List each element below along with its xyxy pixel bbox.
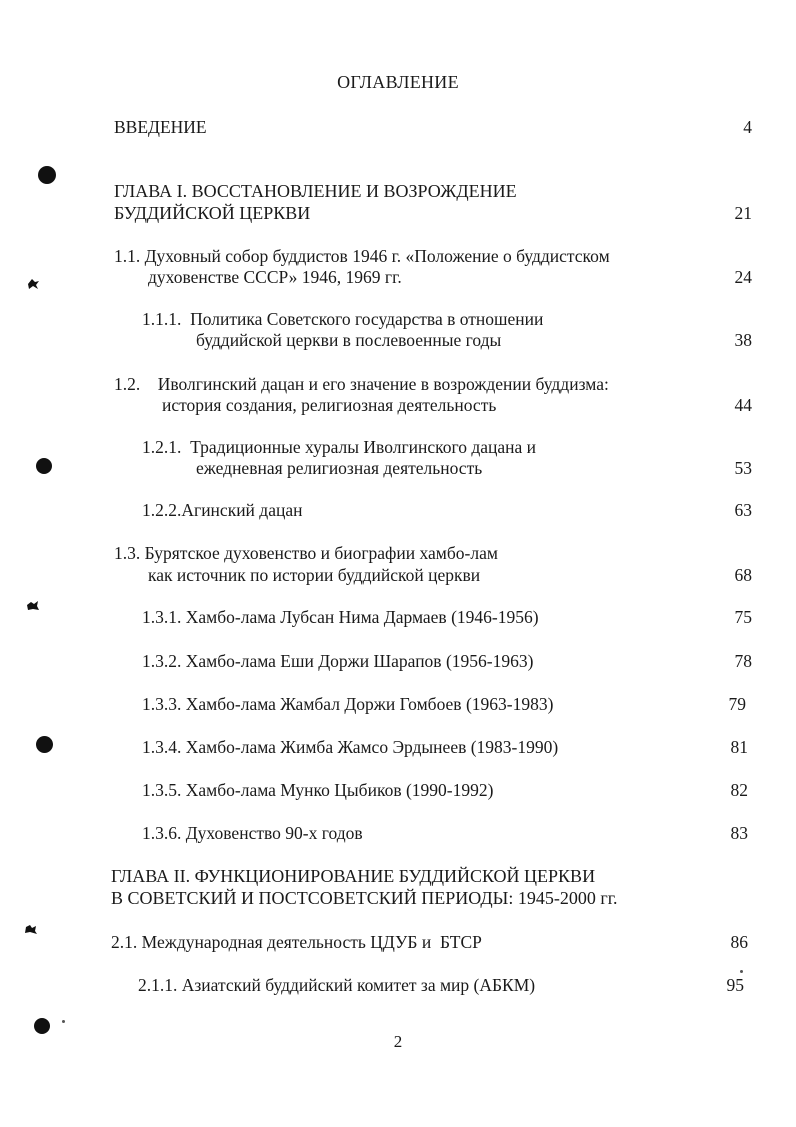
scan-blot: [26, 600, 40, 612]
toc-1-1-line1: 1.1. Духовный собор буддистов 1946 г. «Положение о буддистском: [114, 246, 610, 266]
toc-chapter1-line1: ГЛАВА I. ВОССТАНОВЛЕНИЕ И ВОЗРОЖДЕНИЕ: [114, 181, 517, 201]
toc-1-1-1-line1: 1.1.1. Политика Советского государства в отношении: [142, 309, 544, 329]
toc-2-1-1-page: 95: [726, 975, 744, 995]
toc-1-3-6-page: 83: [730, 823, 748, 843]
toc-1-2-line1: 1.2. Иволгинский дацан и его значение в возрождении буддизма:: [114, 374, 609, 394]
toc-1-3-line1: 1.3. Бурятское духовенство и биографии хамбо-лам: [114, 543, 498, 563]
toc-1-3-5-label: 1.3.5. Хамбо-лама Мунко Цыбиков (1990-1992): [142, 780, 494, 800]
toc-1-2-2-label: 1.2.2.Агинский дацан: [142, 500, 303, 520]
toc-1-3-2-page: 78: [734, 651, 752, 671]
toc-2-1-page: 86: [730, 932, 748, 952]
toc-2-1-1-label: 2.1.1. Азиатский буддийский комитет за мир (АБКМ): [138, 975, 536, 995]
toc-intro-page: 4: [743, 117, 752, 137]
toc-1-3-3-page: 79: [728, 694, 746, 714]
toc-1-3-1-label: 1.3.1. Хамбо-лама Лубсан Нима Дармаев (1946-1956): [142, 607, 539, 627]
toc-1-2-1-line2: ежедневная религиозная деятельность: [196, 458, 483, 478]
toc-1-2-page: 44: [734, 395, 752, 415]
toc-1-2-1-line1: 1.2.1. Традиционные хуралы Иволгинского дацана и: [142, 437, 537, 457]
toc-chapter1-line2: БУДДИЙСКОЙ ЦЕРКВИ: [114, 203, 311, 223]
scan-blot: [26, 278, 40, 290]
scan-speck: [62, 1020, 65, 1023]
punch-hole: [38, 166, 56, 184]
scan-speck: [740, 970, 743, 973]
toc-1-3-line2: как источник по истории буддийской церкви: [148, 565, 481, 585]
toc-1-1-1-line2: буддийской церкви в послевоенные годы: [196, 330, 502, 350]
toc-intro-label: ВВЕДЕНИЕ: [114, 117, 207, 137]
toc-1-3-1-page: 75: [734, 607, 752, 627]
toc-chapter2-line1: ГЛАВА II. ФУНКЦИОНИРОВАНИЕ БУДДИЙСКОЙ ЦЕРКВИ: [111, 866, 596, 886]
toc-1-2-line2: история создания, религиозная деятельность: [162, 395, 497, 415]
toc-1-3-page: 68: [734, 565, 752, 585]
toc-1-1-page: 24: [734, 267, 752, 287]
punch-hole: [36, 458, 52, 474]
toc-1-3-4-page: 81: [730, 737, 748, 757]
toc-1-1-1-page: 38: [734, 330, 752, 350]
toc-2-1-label: 2.1. Международная деятельность ЦДУБ и БТСР: [111, 932, 482, 952]
toc-chapter2-line2: В СОВЕТСКИЙ И ПОСТСОВЕТСКИЙ ПЕРИОДЫ: 1945-2000 гг.: [111, 888, 618, 908]
toc-1-3-3-label: 1.3.3. Хамбо-лама Жамбал Доржи Гомбоев (1963-1983): [142, 694, 554, 714]
toc-1-1-line2: духовенстве СССР» 1946, 1969 гг.: [148, 267, 402, 287]
punch-hole: [36, 736, 53, 753]
toc-1-3-4-label: 1.3.4. Хамбо-лама Жимба Жамсо Эрдынеев (1983-1990): [142, 737, 559, 757]
toc-1-3-5-page: 82: [730, 780, 748, 800]
toc-1-3-6-label: 1.3.6. Духовенство 90-х годов: [142, 823, 363, 843]
page-title: ОГЛАВЛЕНИЕ: [337, 72, 459, 92]
page-number: 2: [393, 1032, 403, 1051]
toc-1-2-2-page: 63: [734, 500, 752, 520]
toc-chapter1-page: 21: [734, 203, 752, 223]
toc-1-3-2-label: 1.3.2. Хамбо-лама Еши Доржи Шарапов (1956-1963): [142, 651, 534, 671]
toc-1-2-1-page: 53: [734, 458, 752, 478]
scan-blot: [24, 923, 38, 935]
